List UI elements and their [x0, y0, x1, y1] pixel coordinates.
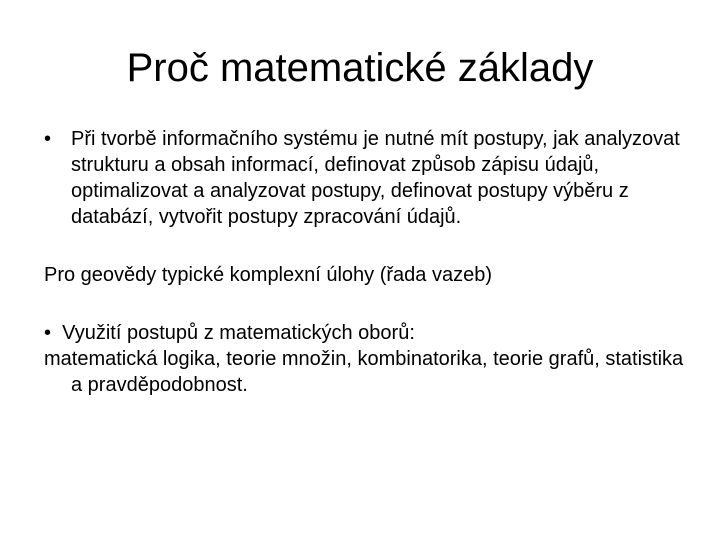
slide-title: Proč matematické základy [126, 46, 594, 90]
bullet-icon: • [44, 128, 52, 150]
bullet-item-math-fields [44, 320, 684, 398]
bullet-icon: • [44, 322, 52, 344]
bullet-item-is-design [44, 126, 684, 230]
bullet-line [44, 320, 684, 346]
bullet-lead-text: Využití postupů z matematických oborů: [62, 322, 415, 344]
math-fields-list: matematická logika, teorie množin, kombinatorika, teorie grafů, statistika a pravděpodobnost. [44, 348, 684, 396]
geosciences-paragraph: Pro geovědy typické komplexní úlohy (řada vazeb) [44, 264, 493, 286]
bullet-text: Při tvorbě informačního systému je nutné mít postupy, jak analyzovat strukturu a obsah informací, definovat způsob zápisu údajů, optimalizovat a analyzovat postupy, definovat postupy výběru z databází, vytvořit postupy zpracování údajů. [71, 128, 680, 228]
slide-body [44, 126, 684, 398]
